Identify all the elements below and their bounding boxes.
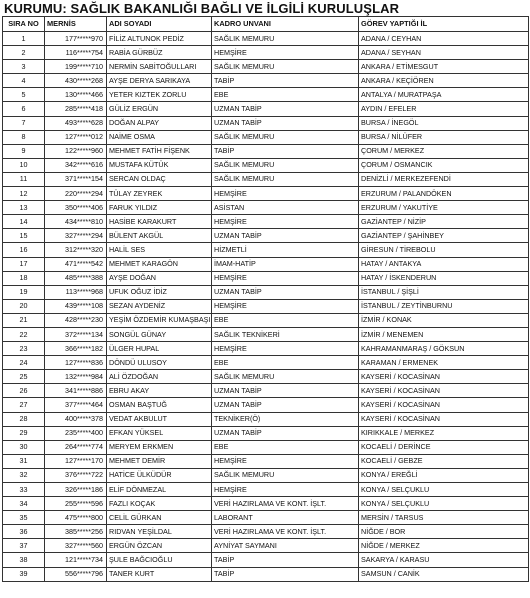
cell-mernis: 471*****542 — [45, 257, 107, 271]
cell-kadro-unvani: EBE — [212, 440, 359, 454]
cell-mernis: 113*****968 — [45, 285, 107, 299]
cell-mernis: 127*****170 — [45, 454, 107, 468]
cell-adi-soyadi: OSMAN BAŞTUĞ — [107, 398, 212, 412]
header-adi-soyadi: ADI SOYADI — [107, 17, 212, 32]
cell-sira-no: 38 — [3, 553, 45, 567]
cell-kadro-unvani: UZMAN TABİP — [212, 426, 359, 440]
cell-gorev-yaptigi-il: ERZURUM / PALANDÖKEN — [359, 187, 529, 201]
cell-mernis: 434*****810 — [45, 215, 107, 229]
table-row — [3, 497, 529, 511]
cell-kadro-unvani: EBE — [212, 88, 359, 102]
cell-mernis: 327*****294 — [45, 229, 107, 243]
cell-mernis: 130*****466 — [45, 88, 107, 102]
table-row — [3, 102, 529, 116]
cell-adi-soyadi: HATİCE ÜLKÜDÜR — [107, 468, 212, 482]
cell-adi-soyadi: MERYEM ERKMEN — [107, 440, 212, 454]
cell-sira-no: 12 — [3, 187, 45, 201]
cell-adi-soyadi: SONGÜL GÜNAY — [107, 327, 212, 341]
cell-mernis: 177*****970 — [45, 32, 107, 46]
cell-mernis: 235*****400 — [45, 426, 107, 440]
cell-gorev-yaptigi-il: ANKARA / ETİMESGUT — [359, 60, 529, 74]
cell-kadro-unvani: TABİP — [212, 144, 359, 158]
cell-mernis: 220*****294 — [45, 187, 107, 201]
cell-sira-no: 8 — [3, 130, 45, 144]
cell-gorev-yaptigi-il: GAZİANTEP / ŞAHİNBEY — [359, 229, 529, 243]
cell-mernis: 366*****182 — [45, 342, 107, 356]
table-row — [3, 398, 529, 412]
cell-gorev-yaptigi-il: ÇORUM / OSMANCIK — [359, 158, 529, 172]
cell-kadro-unvani: TABİP — [212, 553, 359, 567]
cell-gorev-yaptigi-il: SAMSUN / CANİK — [359, 567, 529, 581]
cell-kadro-unvani: VERİ HAZIRLAMA VE KONT. İŞLT. — [212, 525, 359, 539]
table-row — [3, 440, 529, 454]
cell-gorev-yaptigi-il: GİRESUN / TİREBOLU — [359, 243, 529, 257]
cell-mernis: 326*****186 — [45, 483, 107, 497]
cell-kadro-unvani: AYNİYAT SAYMANI — [212, 539, 359, 553]
table-row — [3, 271, 529, 285]
table-row — [3, 370, 529, 384]
cell-gorev-yaptigi-il: HATAY / İSKENDERUN — [359, 271, 529, 285]
table-row — [3, 144, 529, 158]
cell-adi-soyadi: RIDVAN YEŞİLDAL — [107, 525, 212, 539]
cell-adi-soyadi: HASİBE KARAKURT — [107, 215, 212, 229]
cell-mernis: 376*****722 — [45, 468, 107, 482]
cell-gorev-yaptigi-il: KOCAELİ / GEBZE — [359, 454, 529, 468]
table-row — [3, 201, 529, 215]
cell-adi-soyadi: ERGÜN ÖZCAN — [107, 539, 212, 553]
cell-mernis: 430*****268 — [45, 74, 107, 88]
cell-kadro-unvani: SAĞLIK TEKNİKERİ — [212, 327, 359, 341]
cell-mernis: 116*****754 — [45, 46, 107, 60]
cell-kadro-unvani: VERİ HAZIRLAMA VE KONT. İŞLT. — [212, 497, 359, 511]
cell-gorev-yaptigi-il: BURSA / İNEGÖL — [359, 116, 529, 130]
table-header-row — [3, 17, 529, 32]
cell-adi-soyadi: SERCAN OLDAÇ — [107, 172, 212, 186]
table-row — [3, 88, 529, 102]
cell-mernis: 439*****108 — [45, 299, 107, 313]
cell-adi-soyadi: VEDAT AKBULUT — [107, 412, 212, 426]
cell-gorev-yaptigi-il: İZMİR / KONAK — [359, 313, 529, 327]
cell-adi-soyadi: AYŞE DERYA SARIKAYA — [107, 74, 212, 88]
cell-gorev-yaptigi-il: KONYA / SELÇUKLU — [359, 497, 529, 511]
cell-mernis: 264*****774 — [45, 440, 107, 454]
cell-mernis: 127*****836 — [45, 356, 107, 370]
cell-mernis: 428*****230 — [45, 313, 107, 327]
table-row — [3, 539, 529, 553]
cell-kadro-unvani: ASİSTAN — [212, 201, 359, 215]
cell-gorev-yaptigi-il: KONYA / EREĞLİ — [359, 468, 529, 482]
table-row — [3, 243, 529, 257]
header-sira-no: SIRA NO — [3, 17, 45, 32]
cell-adi-soyadi: DÖNDÜ ULUSOY — [107, 356, 212, 370]
cell-kadro-unvani: EBE — [212, 356, 359, 370]
cell-adi-soyadi: AYŞE DOĞAN — [107, 271, 212, 285]
cell-sira-no: 32 — [3, 468, 45, 482]
table-row — [3, 468, 529, 482]
table-row — [3, 412, 529, 426]
table-row — [3, 229, 529, 243]
cell-sira-no: 4 — [3, 74, 45, 88]
cell-kadro-unvani: SAĞLIK MEMURU — [212, 172, 359, 186]
cell-mernis: 132*****984 — [45, 370, 107, 384]
table-row — [3, 313, 529, 327]
cell-sira-no: 25 — [3, 370, 45, 384]
table-row — [3, 384, 529, 398]
table-row — [3, 426, 529, 440]
header-gorev-yaptigi-il: GÖREV YAPTIĞI İL — [359, 17, 529, 32]
cell-gorev-yaptigi-il: ADANA / CEYHAN — [359, 32, 529, 46]
cell-mernis: 312*****320 — [45, 243, 107, 257]
cell-adi-soyadi: ŞULE BAĞCIOĞLU — [107, 553, 212, 567]
cell-sira-no: 7 — [3, 116, 45, 130]
document-title: KURUMU: SAĞLIK BAKANLIĞI BAĞLI VE İLGİLİ KURULUŞLAR — [4, 1, 400, 16]
cell-gorev-yaptigi-il: KAHRAMANMARAŞ / GÖKSUN — [359, 342, 529, 356]
cell-gorev-yaptigi-il: ÇORUM / MERKEZ — [359, 144, 529, 158]
cell-gorev-yaptigi-il: İSTANBUL / ZEYTİNBURNU — [359, 299, 529, 313]
cell-adi-soyadi: SEZAN AYDENİZ — [107, 299, 212, 313]
cell-mernis: 342*****616 — [45, 158, 107, 172]
table-row — [3, 567, 529, 581]
cell-kadro-unvani: TABİP — [212, 567, 359, 581]
cell-gorev-yaptigi-il: NİĞDE / MERKEZ — [359, 539, 529, 553]
cell-kadro-unvani: EBE — [212, 313, 359, 327]
cell-sira-no: 16 — [3, 243, 45, 257]
cell-sira-no: 6 — [3, 102, 45, 116]
cell-sira-no: 34 — [3, 497, 45, 511]
cell-mernis: 485*****388 — [45, 271, 107, 285]
table-row — [3, 215, 529, 229]
personnel-table — [2, 16, 529, 582]
cell-kadro-unvani: UZMAN TABİP — [212, 116, 359, 130]
cell-sira-no: 39 — [3, 567, 45, 581]
cell-mernis: 199*****710 — [45, 60, 107, 74]
cell-kadro-unvani: UZMAN TABİP — [212, 285, 359, 299]
cell-mernis: 556*****796 — [45, 567, 107, 581]
table-row — [3, 454, 529, 468]
table-row — [3, 285, 529, 299]
cell-sira-no: 22 — [3, 327, 45, 341]
cell-adi-soyadi: RABİA GÜRBÜZ — [107, 46, 212, 60]
table-row — [3, 158, 529, 172]
cell-kadro-unvani: HEMŞİRE — [212, 215, 359, 229]
cell-mernis: 255*****596 — [45, 497, 107, 511]
cell-sira-no: 21 — [3, 313, 45, 327]
cell-adi-soyadi: YEŞİM ÖZDEMİR KUMAŞBAŞI — [107, 313, 212, 327]
cell-sira-no: 23 — [3, 342, 45, 356]
cell-kadro-unvani: UZMAN TABİP — [212, 229, 359, 243]
cell-gorev-yaptigi-il: ERZURUM / YAKUTİYE — [359, 201, 529, 215]
cell-sira-no: 30 — [3, 440, 45, 454]
cell-kadro-unvani: HİZMETLİ — [212, 243, 359, 257]
cell-mernis: 377*****464 — [45, 398, 107, 412]
cell-kadro-unvani: UZMAN TABİP — [212, 398, 359, 412]
header-kadro-unvani: KADRO UNVANI — [212, 17, 359, 32]
cell-adi-soyadi: TANER KURT — [107, 567, 212, 581]
cell-gorev-yaptigi-il: NİĞDE / BOR — [359, 525, 529, 539]
table-row — [3, 116, 529, 130]
cell-gorev-yaptigi-il: KOCAELİ / DERİNCE — [359, 440, 529, 454]
cell-kadro-unvani: SAĞLIK MEMURU — [212, 130, 359, 144]
cell-gorev-yaptigi-il: KAYSERİ / KOCASİNAN — [359, 398, 529, 412]
cell-kadro-unvani: UZMAN TABİP — [212, 102, 359, 116]
cell-mernis: 475*****800 — [45, 511, 107, 525]
cell-mernis: 400*****378 — [45, 412, 107, 426]
cell-sira-no: 15 — [3, 229, 45, 243]
cell-kadro-unvani: HEMŞİRE — [212, 342, 359, 356]
cell-gorev-yaptigi-il: MERSİN / TARSUS — [359, 511, 529, 525]
table-row — [3, 553, 529, 567]
cell-gorev-yaptigi-il: İZMİR / MENEMEN — [359, 327, 529, 341]
cell-gorev-yaptigi-il: KAYSERİ / KOCASİNAN — [359, 384, 529, 398]
cell-adi-soyadi: DOĞAN ALPAY — [107, 116, 212, 130]
cell-sira-no: 26 — [3, 384, 45, 398]
cell-kadro-unvani: SAĞLIK MEMURU — [212, 370, 359, 384]
table-row — [3, 60, 529, 74]
cell-mernis: 127*****012 — [45, 130, 107, 144]
cell-sira-no: 1 — [3, 32, 45, 46]
cell-adi-soyadi: MEHMET FATİH FİŞENK — [107, 144, 212, 158]
cell-adi-soyadi: MEHMET DEMİR — [107, 454, 212, 468]
cell-gorev-yaptigi-il: HATAY / ANTAKYA — [359, 257, 529, 271]
cell-gorev-yaptigi-il: DENİZLİ / MERKEZEFENDİ — [359, 172, 529, 186]
cell-mernis: 372*****134 — [45, 327, 107, 341]
cell-gorev-yaptigi-il: ANKARA / KEÇİÖREN — [359, 74, 529, 88]
cell-adi-soyadi: BÜLENT AKGÜL — [107, 229, 212, 243]
table-row — [3, 46, 529, 60]
cell-sira-no: 29 — [3, 426, 45, 440]
cell-kadro-unvani: SAĞLIK MEMURU — [212, 468, 359, 482]
table-row — [3, 327, 529, 341]
cell-gorev-yaptigi-il: KONYA / SELÇUKLU — [359, 483, 529, 497]
cell-adi-soyadi: UFUK OĞUZ İDİZ — [107, 285, 212, 299]
cell-adi-soyadi: MUSTAFA KÜTÜK — [107, 158, 212, 172]
cell-sira-no: 10 — [3, 158, 45, 172]
cell-kadro-unvani: TEKNİKER(Ö) — [212, 412, 359, 426]
cell-gorev-yaptigi-il: ADANA / SEYHAN — [359, 46, 529, 60]
cell-sira-no: 24 — [3, 356, 45, 370]
cell-kadro-unvani: LABORANT — [212, 511, 359, 525]
table-row — [3, 342, 529, 356]
cell-sira-no: 14 — [3, 215, 45, 229]
cell-kadro-unvani: HEMŞİRE — [212, 46, 359, 60]
cell-adi-soyadi: FARUK YILDIZ — [107, 201, 212, 215]
header-mernis: MERNİS — [45, 17, 107, 32]
cell-mernis: 493*****628 — [45, 116, 107, 130]
cell-kadro-unvani: HEMŞİRE — [212, 483, 359, 497]
cell-mernis: 371*****154 — [45, 172, 107, 186]
cell-mernis: 122*****960 — [45, 144, 107, 158]
cell-mernis: 341*****886 — [45, 384, 107, 398]
cell-gorev-yaptigi-il: BURSA / NİLÜFER — [359, 130, 529, 144]
cell-sira-no: 27 — [3, 398, 45, 412]
cell-sira-no: 18 — [3, 271, 45, 285]
cell-mernis: 285*****418 — [45, 102, 107, 116]
table-row — [3, 130, 529, 144]
cell-kadro-unvani: UZMAN TABİP — [212, 384, 359, 398]
cell-kadro-unvani: TABİP — [212, 74, 359, 88]
table-row — [3, 356, 529, 370]
cell-kadro-unvani: HEMŞİRE — [212, 454, 359, 468]
cell-adi-soyadi: TÜLAY ZEYREK — [107, 187, 212, 201]
cell-mernis: 385*****256 — [45, 525, 107, 539]
table-row — [3, 187, 529, 201]
cell-sira-no: 13 — [3, 201, 45, 215]
cell-gorev-yaptigi-il: İSTANBUL / ŞİŞLİ — [359, 285, 529, 299]
cell-adi-soyadi: EFKAN YÜKSEL — [107, 426, 212, 440]
cell-adi-soyadi: GÜLİZ ERGÜN — [107, 102, 212, 116]
cell-sira-no: 17 — [3, 257, 45, 271]
cell-sira-no: 11 — [3, 172, 45, 186]
cell-mernis: 350*****406 — [45, 201, 107, 215]
cell-mernis: 121*****734 — [45, 553, 107, 567]
cell-adi-soyadi: CELİL GÜRKAN — [107, 511, 212, 525]
cell-adi-soyadi: ELİF DÖNMEZAL — [107, 483, 212, 497]
table-row — [3, 299, 529, 313]
cell-adi-soyadi: ÜLGER HUPAL — [107, 342, 212, 356]
cell-adi-soyadi: FAZLI KOÇAK — [107, 497, 212, 511]
cell-adi-soyadi: ALİ ÖZDOĞAN — [107, 370, 212, 384]
table-row — [3, 257, 529, 271]
cell-sira-no: 3 — [3, 60, 45, 74]
cell-kadro-unvani: İMAM-HATİP — [212, 257, 359, 271]
cell-sira-no: 36 — [3, 525, 45, 539]
table-row — [3, 74, 529, 88]
cell-kadro-unvani: SAĞLIK MEMURU — [212, 32, 359, 46]
table-row — [3, 483, 529, 497]
cell-sira-no: 20 — [3, 299, 45, 313]
cell-adi-soyadi: NAİME OSMA — [107, 130, 212, 144]
cell-gorev-yaptigi-il: KAYSERİ / KOCASİNAN — [359, 412, 529, 426]
cell-gorev-yaptigi-il: SAKARYA / KARASU — [359, 553, 529, 567]
cell-kadro-unvani: HEMŞİRE — [212, 187, 359, 201]
table-row — [3, 511, 529, 525]
cell-kadro-unvani: SAĞLIK MEMURU — [212, 60, 359, 74]
cell-adi-soyadi: FİLİZ ALTUNOK PEDİZ — [107, 32, 212, 46]
cell-adi-soyadi: YETER KIZTEK ZORLU — [107, 88, 212, 102]
cell-gorev-yaptigi-il: AYDIN / EFELER — [359, 102, 529, 116]
cell-kadro-unvani: HEMŞİRE — [212, 299, 359, 313]
table-row — [3, 172, 529, 186]
cell-adi-soyadi: EBRU AKAY — [107, 384, 212, 398]
cell-sira-no: 33 — [3, 483, 45, 497]
cell-sira-no: 2 — [3, 46, 45, 60]
cell-adi-soyadi: HALİL SES — [107, 243, 212, 257]
cell-sira-no: 31 — [3, 454, 45, 468]
cell-mernis: 327*****560 — [45, 539, 107, 553]
cell-sira-no: 9 — [3, 144, 45, 158]
cell-sira-no: 19 — [3, 285, 45, 299]
cell-sira-no: 35 — [3, 511, 45, 525]
cell-sira-no: 37 — [3, 539, 45, 553]
table-row — [3, 32, 529, 46]
cell-gorev-yaptigi-il: KIRIKKALE / MERKEZ — [359, 426, 529, 440]
cell-sira-no: 5 — [3, 88, 45, 102]
cell-kadro-unvani: HEMŞİRE — [212, 271, 359, 285]
cell-kadro-unvani: SAĞLIK MEMURU — [212, 158, 359, 172]
cell-adi-soyadi: MEHMET KARAGÖN — [107, 257, 212, 271]
cell-gorev-yaptigi-il: ANTALYA / MURATPAŞA — [359, 88, 529, 102]
table-row — [3, 525, 529, 539]
cell-gorev-yaptigi-il: KAYSERİ / KOCASİNAN — [359, 370, 529, 384]
cell-gorev-yaptigi-il: KARAMAN / ERMENEK — [359, 356, 529, 370]
cell-gorev-yaptigi-il: GAZİANTEP / NİZİP — [359, 215, 529, 229]
cell-adi-soyadi: NERMİN SABİTOĞULLARI — [107, 60, 212, 74]
cell-sira-no: 28 — [3, 412, 45, 426]
